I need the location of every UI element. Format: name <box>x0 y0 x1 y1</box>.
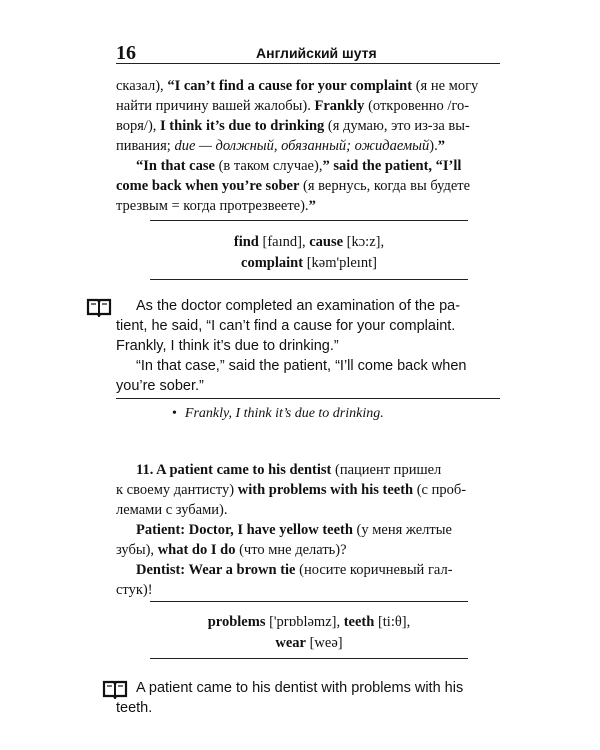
text-run: (что мне делать)? <box>235 542 347 558</box>
vocab-word: problems <box>207 614 266 630</box>
page-header <box>116 42 500 64</box>
vocab-line <box>150 612 468 633</box>
vocab-word: find <box>233 234 259 250</box>
vocab-transcription: [kɔ:z], <box>343 234 385 250</box>
text-run: пивания; <box>116 138 175 154</box>
text-run: зубы), <box>116 542 158 558</box>
text-line <box>116 96 500 116</box>
vocab-transcription: [ti:θ], <box>374 614 411 630</box>
text-run: (с проб- <box>413 482 467 498</box>
vocab-rule-bottom <box>150 279 468 280</box>
english-text-joke-10 <box>116 296 500 396</box>
text-line <box>116 116 500 136</box>
text-run-bold: with problems with his teeth <box>237 482 414 498</box>
bullet-dot: • <box>172 406 177 421</box>
text-line: Frankly, I think it’s due to drinking.” <box>116 338 339 354</box>
text-line <box>116 480 500 500</box>
vocab-line <box>150 232 468 253</box>
text-line <box>116 156 500 176</box>
text-line <box>116 580 500 600</box>
text-run-bold: Patient: Doctor, I have yellow teeth <box>136 522 353 538</box>
text-run: ). <box>429 138 438 154</box>
vocab-word: complaint <box>241 255 304 271</box>
vocab-transcription: [faınd], <box>258 234 310 250</box>
key-phrase <box>172 406 384 422</box>
page-number: 16 <box>116 42 136 64</box>
text-run-bold: “In that case <box>136 158 215 174</box>
text-run: (я думаю, это из-за вы- <box>324 118 470 134</box>
text-run: лемами с зубами). <box>116 502 228 518</box>
text-line <box>116 540 500 560</box>
text-run-bold: what do I do <box>157 542 236 558</box>
text-line: “In that case,” said the patient, “I’ll come back when <box>136 358 467 374</box>
text-line: tient, he said, “I can’t find a cause for your complaint. <box>116 318 456 334</box>
text-run-bold: I think it’s due to drinking <box>160 118 325 134</box>
text-run: (пациент пришел <box>331 462 442 478</box>
text-run: к своему дантисту) <box>116 482 238 498</box>
vocab-transcription: [kəm'pleınt] <box>303 255 377 271</box>
text-run: (откровенно /го- <box>364 98 470 114</box>
text-line <box>116 460 500 480</box>
text-run: воря/), <box>116 118 161 134</box>
vocab-box-1 <box>150 232 468 274</box>
section-rule <box>116 398 500 399</box>
text-run: (носите коричневый гал- <box>295 562 453 578</box>
vocab-line <box>150 253 468 274</box>
english-text-joke-11 <box>116 678 500 718</box>
text-run-italic: due — должный, обязанный; ожидаемый <box>174 138 430 154</box>
vocab-rule-bottom <box>150 658 468 659</box>
text-run: (я вернусь, когда вы будете <box>299 178 471 194</box>
vocab-box-2 <box>150 612 468 654</box>
key-phrase-text: Frankly, I think it’s due to drinking. <box>184 406 384 421</box>
vocab-transcription: ['prɒbləmz], <box>265 614 344 630</box>
text-line: As the doctor completed an examination of the pa- <box>136 298 461 314</box>
vocab-rule-top <box>150 601 468 602</box>
text-run-bold: Dentist: Wear a brown tie <box>136 562 296 578</box>
text-line: A patient came to his dentist with problems with his <box>136 680 464 696</box>
text-line <box>116 76 500 96</box>
text-run-bold: 11. A patient came to his dentist <box>136 462 332 478</box>
text-run: стук)! <box>116 582 153 598</box>
text-run: (у меня желтые <box>352 522 452 538</box>
vocab-word: cause <box>309 234 344 250</box>
text-line <box>116 520 500 540</box>
vocab-word: teeth <box>343 614 375 630</box>
text-run: (я не могу <box>412 78 479 94</box>
text-run: (в таком случае), <box>214 158 323 174</box>
running-title: Английский шутя <box>256 45 377 61</box>
text-run: найти причину вашей жалобы). <box>116 98 315 114</box>
text-line: you’re sober.” <box>116 378 204 394</box>
text-line <box>116 176 500 196</box>
annotated-text-joke-10 <box>116 76 500 216</box>
header-rule <box>116 63 500 64</box>
annotated-text-joke-11 <box>116 460 500 600</box>
text-run-bold: ” said the patient, “I’ll <box>322 158 462 174</box>
vocab-transcription: [weə] <box>305 635 343 651</box>
text-line <box>116 500 500 520</box>
vocab-rule-top <box>150 220 468 221</box>
text-run-bold: ” <box>437 138 445 154</box>
text-line <box>116 136 500 156</box>
vocab-line <box>150 633 468 654</box>
text-line: teeth. <box>116 700 153 716</box>
text-line <box>116 196 500 216</box>
open-book-icon <box>86 297 112 317</box>
text-run: сказал), <box>116 78 168 94</box>
vocab-word: wear <box>275 635 306 651</box>
text-run-bold: ” <box>308 198 316 214</box>
text-run-bold: “I can’t find a cause for your complaint <box>167 78 413 94</box>
text-run-bold: come back when you’re sober <box>116 178 300 194</box>
text-run-bold: Frankly <box>314 98 365 114</box>
text-line <box>116 560 500 580</box>
text-run: трезвым = когда протрезвеете). <box>116 198 309 214</box>
